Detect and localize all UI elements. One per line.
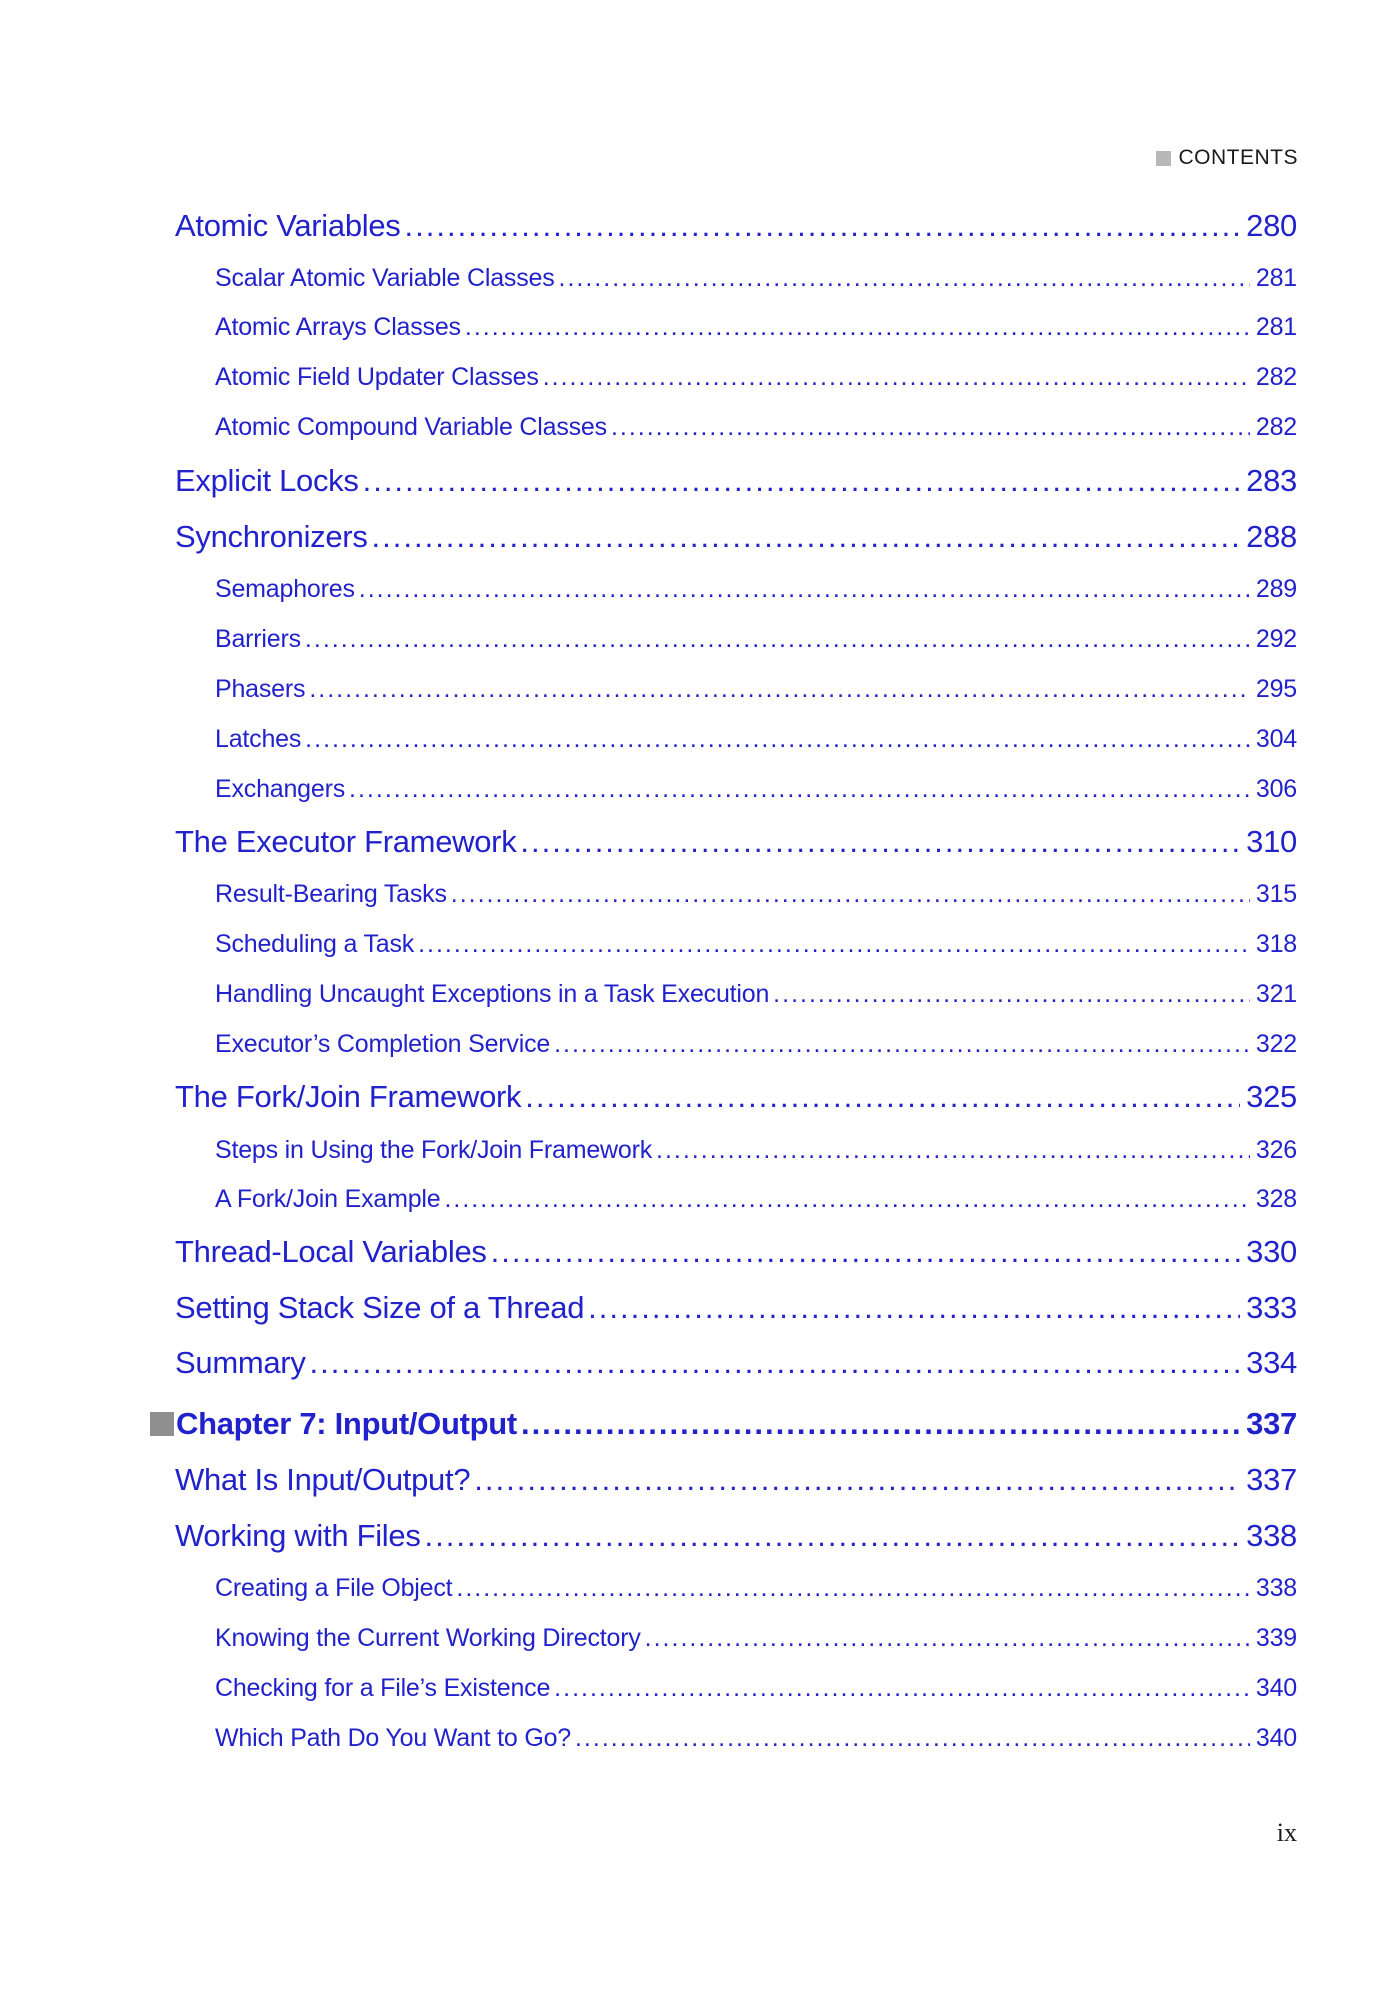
dot-leader <box>588 1290 1240 1326</box>
toc-entry-title: What Is Input/Output? <box>175 1462 471 1497</box>
toc-entry-title: Executor’s Completion Service <box>215 1030 551 1058</box>
dot-leader <box>309 675 1250 704</box>
toc-entry-which-path-do-you-want[interactable] <box>215 1724 1297 1753</box>
dot-leader <box>520 824 1240 860</box>
toc-entry-title: Phasers <box>215 675 306 703</box>
toc-entry-page: 340 <box>1255 1724 1297 1752</box>
toc-entry-semaphores[interactable] <box>215 575 1297 604</box>
dot-leader <box>773 980 1250 1009</box>
toc-entry-what-is-input-output[interactable] <box>175 1462 1297 1498</box>
toc-entry-title: The Executor Framework <box>175 824 517 859</box>
toc-entry-explicit-locks[interactable] <box>175 463 1297 499</box>
toc-entry-title: Semaphores <box>215 575 355 603</box>
toc-entry-page: 338 <box>1246 1518 1297 1553</box>
toc-entry-page: 306 <box>1255 775 1297 803</box>
dot-leader <box>491 1234 1241 1270</box>
toc-entry-title: Exchangers <box>215 775 346 803</box>
toc-entry-title: Synchronizers <box>175 519 368 554</box>
dot-leader <box>575 1724 1250 1753</box>
toc-entry-page: 338 <box>1255 1574 1297 1602</box>
page-number: ix <box>1276 1818 1297 1847</box>
toc-entry-working-with-files[interactable] <box>175 1518 1297 1554</box>
toc-entry-page: 295 <box>1255 675 1297 703</box>
toc-entry-atomic-arrays-classes[interactable] <box>215 313 1297 342</box>
dot-leader <box>305 625 1250 654</box>
toc-entry-atomic-variables[interactable] <box>175 208 1297 244</box>
toc-entry-page: 283 <box>1246 463 1297 498</box>
toc-entry-page: 282 <box>1255 413 1297 441</box>
toc-entry-atomic-compound-variable-classes[interactable] <box>215 413 1297 442</box>
toc-chapter-7-input-output[interactable] <box>150 1406 1297 1442</box>
toc-entry-result-bearing-tasks[interactable] <box>215 880 1297 909</box>
dot-leader <box>525 1079 1240 1115</box>
toc-entry-page: 282 <box>1255 363 1297 391</box>
toc-entry-page: 292 <box>1255 625 1297 653</box>
toc-entry-scheduling-a-task[interactable] <box>215 930 1297 959</box>
toc-entry-title: Knowing the Current Working Directory <box>215 1624 641 1652</box>
toc-entry-title: Scalar Atomic Variable Classes <box>215 264 555 292</box>
toc-entry-the-executor-framework[interactable] <box>175 824 1297 860</box>
toc-entry-summary[interactable] <box>175 1345 1297 1381</box>
toc-entry-synchronizers[interactable] <box>175 519 1297 555</box>
running-header-label: CONTENTS <box>1178 146 1298 169</box>
dot-leader <box>645 1624 1250 1653</box>
toc-entry-title: Atomic Arrays Classes <box>215 313 461 341</box>
toc-entry-title: Working with Files <box>175 1518 421 1553</box>
toc-entry-knowing-current-working-directory[interactable] <box>215 1624 1297 1653</box>
toc-entry-page: 337 <box>1246 1406 1297 1441</box>
toc-entry-title: Scheduling a Task <box>215 930 415 958</box>
toc-entry-page: 310 <box>1246 824 1297 859</box>
toc-entry-a-fork-join-example[interactable] <box>215 1185 1297 1214</box>
toc-entry-page: 337 <box>1246 1462 1297 1497</box>
dot-leader <box>451 880 1250 909</box>
toc-entry-checking-file-existence[interactable] <box>215 1674 1297 1703</box>
toc-entry-latches[interactable] <box>215 725 1297 754</box>
dot-leader <box>444 1185 1249 1214</box>
toc-entry-title: Handling Uncaught Exceptions in a Task Execution <box>215 980 770 1008</box>
toc-entry-page: 322 <box>1255 1030 1297 1058</box>
dot-leader <box>310 1345 1241 1381</box>
toc-entry-title: Steps in Using the Fork/Join Framework <box>215 1136 653 1164</box>
dot-leader <box>372 519 1241 555</box>
toc-entry-title: Atomic Variables <box>175 208 401 243</box>
dot-leader <box>456 1574 1250 1603</box>
toc-entry-page: 328 <box>1255 1185 1297 1213</box>
toc-entry-thread-local-variables[interactable] <box>175 1234 1297 1270</box>
toc-entry-phasers[interactable] <box>215 675 1297 704</box>
toc-entry-title: Thread-Local Variables <box>175 1234 487 1269</box>
dot-leader <box>554 1030 1250 1059</box>
dot-leader <box>425 1518 1241 1554</box>
toc-entry-page: 325 <box>1246 1079 1297 1114</box>
toc-entry-page: 330 <box>1246 1234 1297 1269</box>
toc-entry-page: 326 <box>1255 1136 1297 1164</box>
toc-entry-setting-stack-size[interactable] <box>175 1290 1297 1326</box>
dot-leader <box>554 1674 1250 1703</box>
toc-entry-creating-a-file-object[interactable] <box>215 1574 1297 1603</box>
toc-entry-title: Explicit Locks <box>175 463 359 498</box>
toc-entry-title: The Fork/Join Framework <box>175 1079 522 1114</box>
toc-entry-title: Barriers <box>215 625 301 653</box>
dot-leader <box>359 575 1250 604</box>
dot-leader <box>543 363 1250 392</box>
toc-entry-page: 321 <box>1255 980 1297 1008</box>
toc-entry-scalar-atomic-variable-classes[interactable] <box>215 264 1297 293</box>
dot-leader <box>349 775 1250 804</box>
toc-entry-executors-completion-service[interactable] <box>215 1030 1297 1059</box>
toc-entry-title: Latches <box>215 725 302 753</box>
toc-entry-barriers[interactable] <box>215 625 1297 654</box>
toc-entry-title: Chapter 7: Input/Output <box>176 1406 517 1441</box>
toc-entry-page: 304 <box>1255 725 1297 753</box>
toc-entry-page: 281 <box>1255 264 1297 292</box>
toc-entry-page: 281 <box>1255 313 1297 341</box>
toc-entry-title: Checking for a File’s Existence <box>215 1674 551 1702</box>
dot-leader <box>611 413 1250 442</box>
dot-leader <box>418 930 1250 959</box>
toc-entry-page: 289 <box>1255 575 1297 603</box>
dot-leader <box>656 1136 1250 1165</box>
toc-entry-title: Atomic Field Updater Classes <box>215 363 539 391</box>
dot-leader <box>405 208 1241 244</box>
toc-entry-handling-uncaught-exceptions[interactable] <box>215 980 1297 1009</box>
toc-entry-title: Summary <box>175 1345 306 1380</box>
toc-entry-title: Creating a File Object <box>215 1574 453 1602</box>
toc-entry-the-fork-join-framework[interactable] <box>175 1079 1297 1115</box>
toc-entry-title: A Fork/Join Example <box>215 1185 441 1213</box>
toc-entry-page: 339 <box>1255 1624 1297 1652</box>
toc-entry-title: Setting Stack Size of a Thread <box>175 1290 585 1325</box>
toc-entry-atomic-field-updater-classes[interactable] <box>215 363 1297 392</box>
toc-entry-page: 288 <box>1246 519 1297 554</box>
dot-leader <box>521 1406 1240 1442</box>
toc-entry-title: Which Path Do You Want to Go? <box>215 1724 571 1752</box>
dot-leader <box>305 725 1250 754</box>
toc-entry-title: Atomic Compound Variable Classes <box>215 413 607 441</box>
dot-leader <box>559 264 1250 293</box>
toc-entry-exchangers[interactable] <box>215 775 1297 804</box>
toc-entry-page: 334 <box>1246 1345 1297 1380</box>
toc-entry-page: 318 <box>1255 930 1297 958</box>
running-header <box>1156 146 1299 170</box>
toc-entry-page: 280 <box>1246 208 1297 243</box>
toc-entry-title: Result-Bearing Tasks <box>215 880 447 908</box>
toc-entry-page: 340 <box>1255 1674 1297 1702</box>
dot-leader <box>474 1462 1240 1498</box>
chapter-square-icon <box>150 1412 174 1436</box>
toc-entry-page: 315 <box>1255 880 1297 908</box>
dot-leader <box>465 313 1250 342</box>
header-square-icon <box>1156 151 1171 166</box>
dot-leader <box>363 463 1241 499</box>
toc-entry-page: 333 <box>1246 1290 1297 1325</box>
toc-entry-steps-in-using-fork-join[interactable] <box>215 1136 1297 1165</box>
